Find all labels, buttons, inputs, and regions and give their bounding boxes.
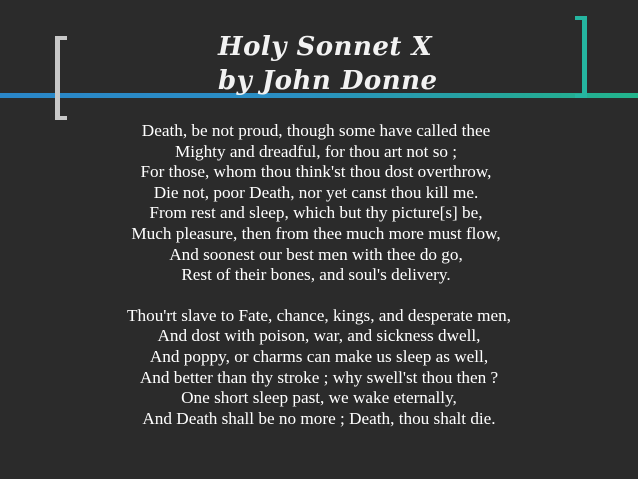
poem-body [0,121,638,429]
poem-line: From rest and sleep, which but thy picture[s] be, [149,203,483,223]
poem-line: Mighty and dreadful, for thou art not so ; [174,141,458,161]
stanza-2 [0,306,638,430]
poem-line: One short sleep past, we wake eternally, [181,388,457,408]
right-bracket-decoration [575,16,587,98]
slide-title [218,30,558,98]
poem-line: Rest of their bones, and soul's delivery. [181,265,451,285]
poem-line: And soonest our best men with thee do go, [169,244,463,264]
poem-line: And poppy, or charms can make us sleep as well, [149,346,489,366]
title-line-2: by John Donne [218,66,438,96]
poem-line: Much pleasure, then from thee much more must flow, [131,223,501,243]
title-line-1: Holy Sonnet X [218,32,433,62]
poem-line: For those, whom thou think'st thou dost overthrow, [140,162,492,182]
left-bracket-decoration [55,36,67,120]
poem-line: Thou'rt slave to Fate, chance, kings, and desperate men, [127,305,511,325]
poem-line: And better than thy stroke ; why swell'st thou then ? [139,367,499,387]
poem-line: And dost with poison, war, and sickness dwell, [157,326,481,346]
poem-line: And Death shall be no more ; Death, thou shalt die. [142,408,496,428]
stanza-1 [0,121,638,286]
poem-line: Death, be not proud, though some have called thee [141,121,491,140]
poem-line: Die not, poor Death, nor yet canst thou kill me. [153,182,479,202]
